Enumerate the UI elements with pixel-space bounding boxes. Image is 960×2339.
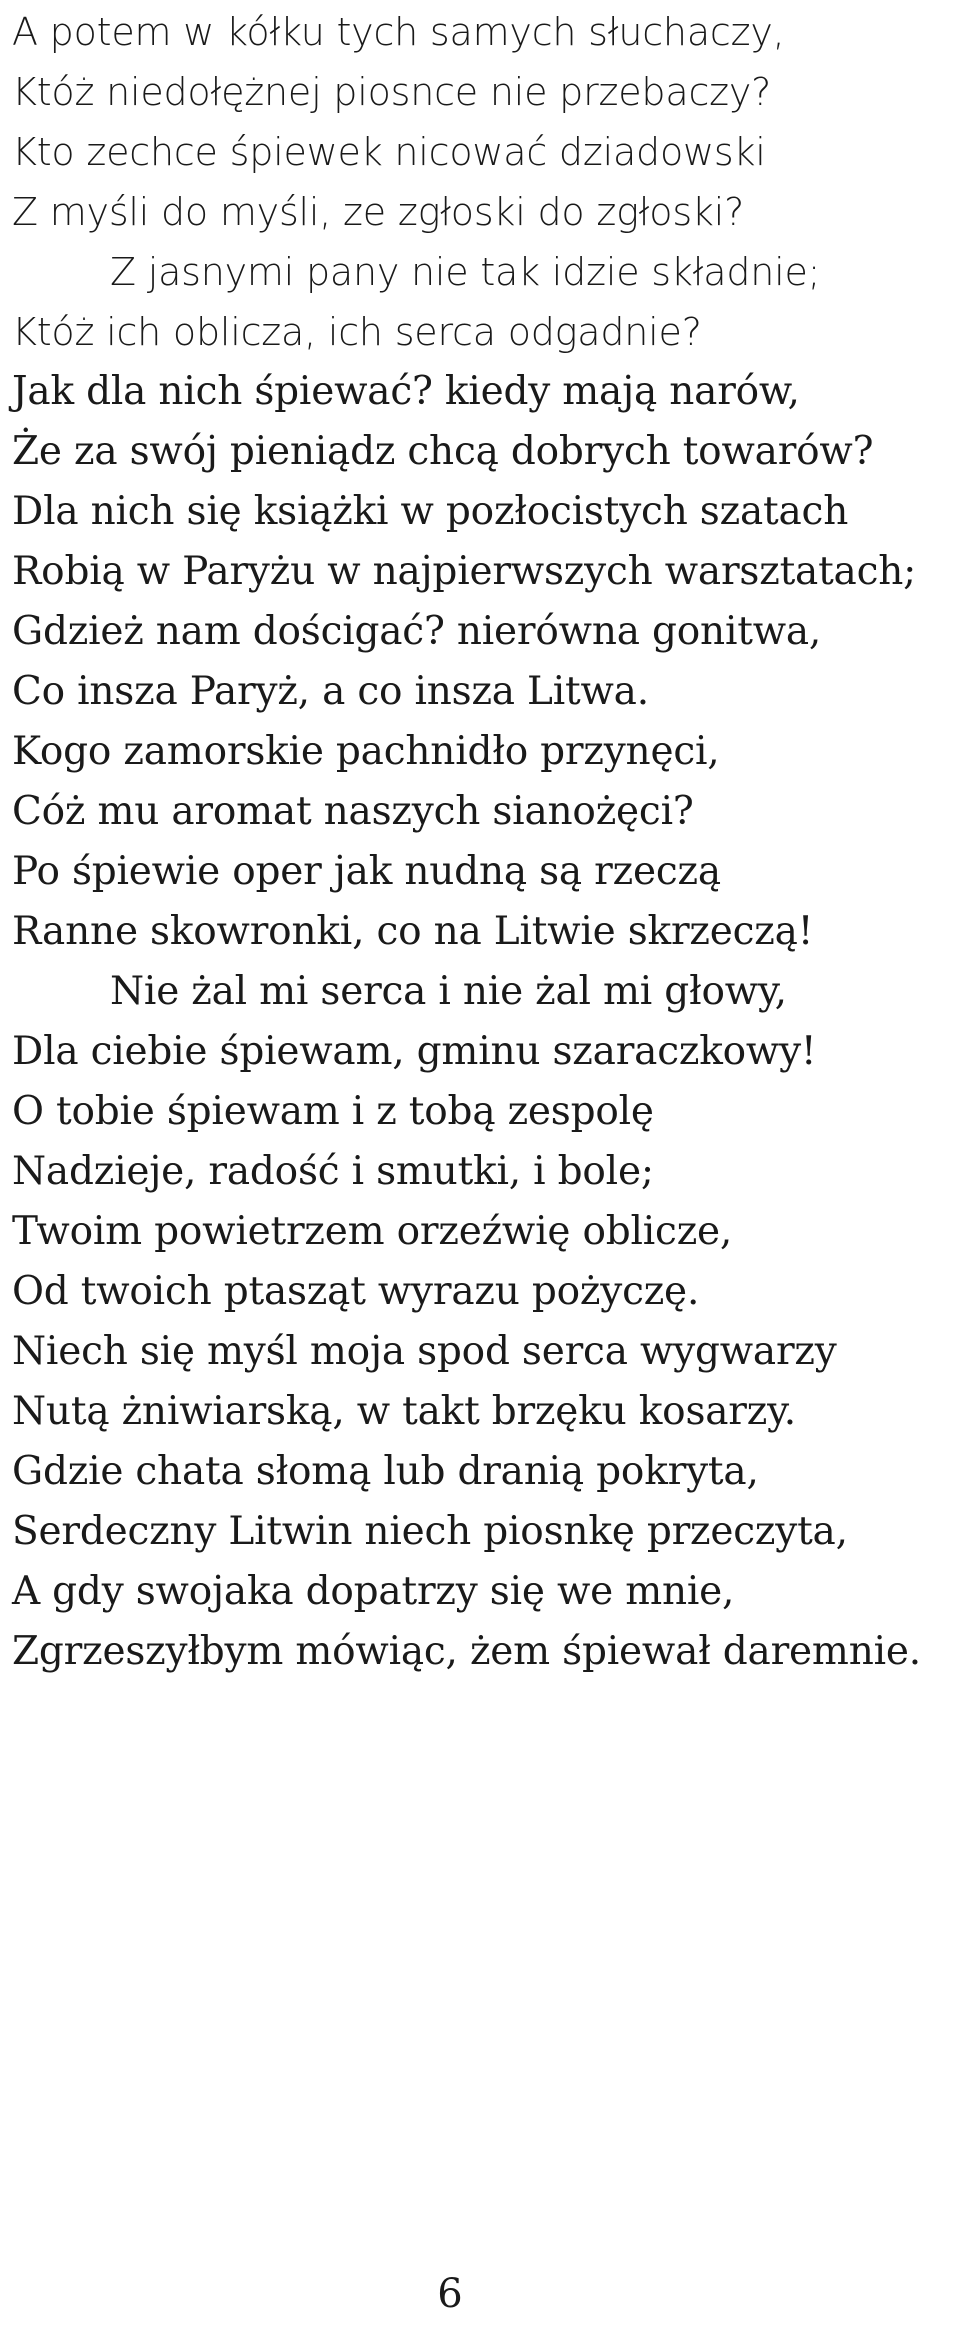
poem-line: Kto zechce śpiewek nicować dziadowski bbox=[12, 130, 766, 174]
poem-line: Dla ciebie śpiewam, gminu szaraczkowy! bbox=[12, 1029, 817, 1074]
poem-line: Od twoich ptasząt wyrazu pożyczę. bbox=[12, 1269, 700, 1314]
poem-line: Jak dla nich śpiewać? kiedy mają narów, bbox=[12, 369, 800, 414]
poem-line: Po śpiewie oper jak nudną są rzeczą bbox=[12, 849, 721, 894]
poem-line: Któż niedołężnej piosnce nie przebaczy? bbox=[12, 70, 772, 114]
poem-line: Nutą żniwiarską, w takt brzęku kosarzy. bbox=[12, 1389, 796, 1434]
poem-line: A gdy swojaka dopatrzy się we mnie, bbox=[12, 1569, 735, 1614]
poem-line: Serdeczny Litwin niech piosnkę przeczyta, bbox=[12, 1509, 848, 1554]
poem-line: Niech się myśl moja spod serca wygwarzy bbox=[12, 1329, 837, 1374]
poem-line: Zgrzeszyłbym mówiąc, żem śpiewał daremnie. bbox=[12, 1629, 921, 1674]
poem-line: Dla nich się książki w pozłocistych szatach bbox=[12, 489, 849, 534]
poem-line: Kogo zamorskie pachnidło przynęci, bbox=[12, 729, 720, 774]
poem-line: Ranne skowronki, co na Litwie skrzeczą! bbox=[12, 909, 814, 954]
poem-line: Robią w Paryżu w najpierwszych warsztatach; bbox=[12, 549, 917, 594]
poem-line: Co insza Paryż, a co insza Litwa. bbox=[12, 669, 649, 714]
poem-line: O tobie śpiewam i z tobą zespolę bbox=[12, 1089, 654, 1134]
poem-line: Twoim powietrzem orzeźwię oblicze, bbox=[12, 1209, 733, 1254]
poem-line: Nadzieje, radość i smutki, i bole; bbox=[12, 1149, 654, 1194]
poem-line: Któż ich oblicza, ich serca odgadnie? bbox=[12, 310, 702, 354]
poem-text bbox=[12, 2, 952, 1682]
poem-line: Że za swój pieniądz chcą dobrych towarów? bbox=[12, 429, 874, 474]
poem-line: Z jasnymi pany nie tak idzie składnie; bbox=[110, 250, 821, 294]
poem-line: Gdzież nam dościgać? nierówna gonitwa, bbox=[12, 609, 822, 654]
poem-line: Nie żal mi serca i nie żal mi głowy, bbox=[110, 969, 787, 1014]
page-number: 6 bbox=[437, 2271, 463, 2317]
poem-line: A potem w kółku tych samych słuchaczy, bbox=[12, 10, 785, 54]
poem-line: Cóż mu aromat naszych sianożęci? bbox=[12, 789, 694, 834]
poem-line: Gdzie chata słomą lub dranią pokryta, bbox=[12, 1449, 759, 1494]
poem-line: Z myśli do myśli, ze zgłoski do zgłoski? bbox=[12, 190, 745, 234]
